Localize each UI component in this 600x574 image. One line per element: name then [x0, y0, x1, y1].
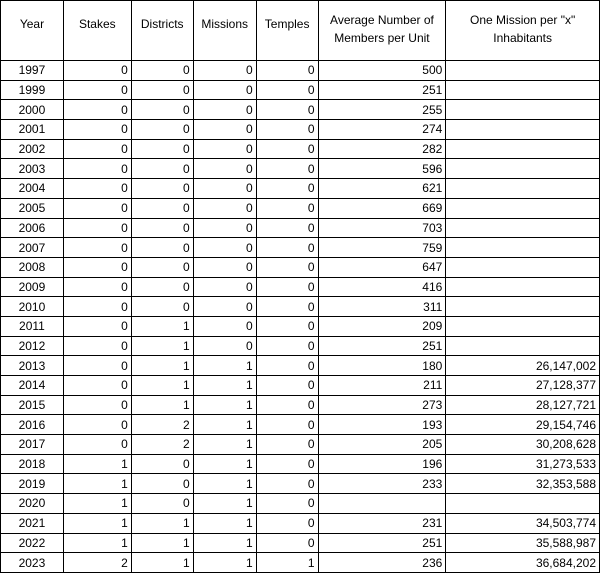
cell-stakes: 0: [63, 435, 131, 455]
cell-missions: 0: [193, 120, 256, 140]
table-row: [1, 100, 600, 120]
cell-mission-per-inhabitants: [446, 179, 600, 199]
cell-average-members: 209: [318, 316, 446, 336]
cell-stakes: 0: [63, 218, 131, 238]
cell-year: 2003: [1, 159, 64, 179]
cell-mission-per-inhabitants: [446, 277, 600, 297]
cell-districts: 0: [131, 454, 193, 474]
cell-stakes: 0: [63, 139, 131, 159]
cell-stakes: 0: [63, 415, 131, 435]
cell-districts: 0: [131, 257, 193, 277]
column-header-mission-per-inhabitants: One Mission per "x" Inhabitants: [446, 1, 600, 61]
cell-average-members: 205: [318, 435, 446, 455]
cell-missions: 0: [193, 277, 256, 297]
cell-temples: 0: [256, 435, 318, 455]
cell-average-members: 193: [318, 415, 446, 435]
cell-average-members: [318, 494, 446, 514]
cell-districts: 0: [131, 198, 193, 218]
cell-average-members: 236: [318, 553, 446, 573]
cell-year: 2006: [1, 218, 64, 238]
column-header-missions: Missions: [193, 1, 256, 61]
table-row: [1, 257, 600, 277]
cell-mission-per-inhabitants: 28,127,721: [446, 395, 600, 415]
cell-stakes: 0: [63, 376, 131, 396]
cell-average-members: 233: [318, 474, 446, 494]
cell-districts: 2: [131, 415, 193, 435]
cell-districts: 1: [131, 316, 193, 336]
cell-mission-per-inhabitants: 30,208,628: [446, 435, 600, 455]
cell-average-members: 196: [318, 454, 446, 474]
cell-year: 1997: [1, 61, 64, 81]
cell-temples: 0: [256, 139, 318, 159]
header-row: [1, 1, 600, 61]
cell-temples: 0: [256, 395, 318, 415]
cell-average-members: 759: [318, 238, 446, 258]
cell-mission-per-inhabitants: [446, 257, 600, 277]
table-row: [1, 198, 600, 218]
cell-mission-per-inhabitants: 31,273,533: [446, 454, 600, 474]
cell-missions: 0: [193, 100, 256, 120]
cell-temples: 0: [256, 159, 318, 179]
cell-average-members: 251: [318, 533, 446, 553]
table-row: [1, 533, 600, 553]
cell-temples: 0: [256, 277, 318, 297]
cell-year: 2002: [1, 139, 64, 159]
table-row: [1, 120, 600, 140]
column-header-districts: Districts: [131, 1, 193, 61]
cell-districts: 0: [131, 179, 193, 199]
cell-average-members: 180: [318, 356, 446, 376]
cell-temples: 0: [256, 238, 318, 258]
table-row: [1, 336, 600, 356]
table-row: [1, 494, 600, 514]
cell-temples: 0: [256, 120, 318, 140]
cell-year: 2001: [1, 120, 64, 140]
cell-districts: 0: [131, 494, 193, 514]
table-row: [1, 454, 600, 474]
cell-stakes: 0: [63, 395, 131, 415]
cell-districts: 2: [131, 435, 193, 455]
cell-mission-per-inhabitants: 26,147,002: [446, 356, 600, 376]
cell-year: 2009: [1, 277, 64, 297]
column-header-temples: Temples: [256, 1, 318, 61]
cell-districts: 0: [131, 238, 193, 258]
cell-missions: 0: [193, 61, 256, 81]
cell-average-members: 251: [318, 336, 446, 356]
cell-mission-per-inhabitants: [446, 494, 600, 514]
cell-year: 2019: [1, 474, 64, 494]
cell-average-members: 231: [318, 513, 446, 533]
table-row: [1, 80, 600, 100]
cell-stakes: 1: [63, 494, 131, 514]
cell-temples: 1: [256, 553, 318, 573]
cell-stakes: 0: [63, 336, 131, 356]
cell-stakes: 0: [63, 277, 131, 297]
table-row: [1, 395, 600, 415]
cell-mission-per-inhabitants: [446, 198, 600, 218]
cell-missions: 0: [193, 159, 256, 179]
cell-mission-per-inhabitants: [446, 80, 600, 100]
cell-temples: 0: [256, 297, 318, 317]
cell-stakes: 0: [63, 159, 131, 179]
cell-year: 2005: [1, 198, 64, 218]
cell-missions: 1: [193, 395, 256, 415]
table-row: [1, 61, 600, 81]
cell-average-members: 211: [318, 376, 446, 396]
cell-stakes: 0: [63, 61, 131, 81]
cell-temples: 0: [256, 218, 318, 238]
cell-average-members: 416: [318, 277, 446, 297]
cell-missions: 1: [193, 454, 256, 474]
cell-districts: 1: [131, 356, 193, 376]
cell-temples: 0: [256, 356, 318, 376]
cell-districts: 0: [131, 100, 193, 120]
cell-average-members: 703: [318, 218, 446, 238]
table-row: [1, 415, 600, 435]
cell-missions: 1: [193, 533, 256, 553]
cell-temples: 0: [256, 336, 318, 356]
cell-mission-per-inhabitants: [446, 218, 600, 238]
cell-temples: 0: [256, 533, 318, 553]
cell-stakes: 0: [63, 356, 131, 376]
cell-mission-per-inhabitants: [446, 297, 600, 317]
cell-year: 2021: [1, 513, 64, 533]
cell-year: 2007: [1, 238, 64, 258]
cell-missions: 0: [193, 316, 256, 336]
cell-average-members: 647: [318, 257, 446, 277]
cell-year: 2010: [1, 297, 64, 317]
cell-missions: 1: [193, 376, 256, 396]
cell-year: 2020: [1, 494, 64, 514]
cell-year: 2023: [1, 553, 64, 573]
cell-districts: 1: [131, 336, 193, 356]
cell-missions: 1: [193, 356, 256, 376]
cell-mission-per-inhabitants: [446, 159, 600, 179]
cell-year: 2015: [1, 395, 64, 415]
cell-average-members: 311: [318, 297, 446, 317]
table-row: [1, 474, 600, 494]
cell-mission-per-inhabitants: 32,353,588: [446, 474, 600, 494]
cell-average-members: 255: [318, 100, 446, 120]
cell-temples: 0: [256, 179, 318, 199]
cell-temples: 0: [256, 513, 318, 533]
cell-districts: 0: [131, 474, 193, 494]
cell-average-members: 273: [318, 395, 446, 415]
table-row: [1, 513, 600, 533]
cell-average-members: 251: [318, 80, 446, 100]
cell-stakes: 1: [63, 474, 131, 494]
cell-stakes: 0: [63, 257, 131, 277]
column-header-year: Year: [1, 1, 64, 61]
cell-districts: 1: [131, 395, 193, 415]
table-row: [1, 218, 600, 238]
cell-stakes: 1: [63, 513, 131, 533]
cell-missions: 1: [193, 513, 256, 533]
cell-year: 2022: [1, 533, 64, 553]
cell-districts: 0: [131, 80, 193, 100]
table-row: [1, 159, 600, 179]
cell-temples: 0: [256, 376, 318, 396]
cell-temples: 0: [256, 257, 318, 277]
column-header-average-members: Average Number of Members per Unit: [318, 1, 446, 61]
cell-average-members: 274: [318, 120, 446, 140]
cell-missions: 0: [193, 238, 256, 258]
cell-stakes: 0: [63, 120, 131, 140]
table-row: [1, 179, 600, 199]
cell-temples: 0: [256, 494, 318, 514]
cell-stakes: 0: [63, 80, 131, 100]
cell-districts: 1: [131, 553, 193, 573]
cell-average-members: 621: [318, 179, 446, 199]
cell-districts: 0: [131, 61, 193, 81]
cell-stakes: 0: [63, 316, 131, 336]
cell-mission-per-inhabitants: [446, 61, 600, 81]
cell-districts: 0: [131, 218, 193, 238]
cell-missions: 1: [193, 553, 256, 573]
cell-temples: 0: [256, 454, 318, 474]
cell-missions: 0: [193, 218, 256, 238]
cell-year: 2008: [1, 257, 64, 277]
cell-average-members: 282: [318, 139, 446, 159]
cell-mission-per-inhabitants: [446, 336, 600, 356]
cell-districts: 0: [131, 120, 193, 140]
cell-mission-per-inhabitants: [446, 139, 600, 159]
cell-mission-per-inhabitants: [446, 316, 600, 336]
cell-stakes: 1: [63, 533, 131, 553]
cell-missions: 1: [193, 415, 256, 435]
table-row: [1, 277, 600, 297]
table-body: [1, 61, 600, 573]
cell-districts: 0: [131, 277, 193, 297]
cell-year: 2014: [1, 376, 64, 396]
cell-districts: 1: [131, 533, 193, 553]
table-row: [1, 316, 600, 336]
cell-year: 2004: [1, 179, 64, 199]
cell-year: 2017: [1, 435, 64, 455]
table-row: [1, 376, 600, 396]
cell-year: 2018: [1, 454, 64, 474]
cell-year: 2013: [1, 356, 64, 376]
cell-missions: 0: [193, 336, 256, 356]
cell-temples: 0: [256, 415, 318, 435]
cell-missions: 0: [193, 257, 256, 277]
cell-missions: 1: [193, 494, 256, 514]
cell-temples: 0: [256, 474, 318, 494]
cell-year: 2016: [1, 415, 64, 435]
cell-year: 1999: [1, 80, 64, 100]
cell-mission-per-inhabitants: [446, 100, 600, 120]
cell-mission-per-inhabitants: [446, 238, 600, 258]
cell-temples: 0: [256, 316, 318, 336]
cell-year: 2012: [1, 336, 64, 356]
cell-districts: 1: [131, 376, 193, 396]
cell-districts: 0: [131, 297, 193, 317]
cell-missions: 0: [193, 297, 256, 317]
table-row: [1, 297, 600, 317]
cell-stakes: 0: [63, 198, 131, 218]
column-header-stakes: Stakes: [63, 1, 131, 61]
cell-mission-per-inhabitants: 34,503,774: [446, 513, 600, 533]
cell-stakes: 2: [63, 553, 131, 573]
cell-year: 2000: [1, 100, 64, 120]
cell-mission-per-inhabitants: [446, 120, 600, 140]
cell-mission-per-inhabitants: 27,128,377: [446, 376, 600, 396]
cell-missions: 0: [193, 139, 256, 159]
cell-missions: 0: [193, 80, 256, 100]
cell-average-members: 500: [318, 61, 446, 81]
table-row: [1, 356, 600, 376]
cell-average-members: 669: [318, 198, 446, 218]
cell-average-members: 596: [318, 159, 446, 179]
cell-stakes: 0: [63, 100, 131, 120]
cell-temples: 0: [256, 61, 318, 81]
cell-mission-per-inhabitants: 29,154,746: [446, 415, 600, 435]
cell-missions: 1: [193, 435, 256, 455]
cell-districts: 1: [131, 513, 193, 533]
cell-stakes: 0: [63, 179, 131, 199]
cell-temples: 0: [256, 198, 318, 218]
table-row: [1, 238, 600, 258]
cell-temples: 0: [256, 100, 318, 120]
table-row: [1, 139, 600, 159]
cell-missions: 0: [193, 198, 256, 218]
table-row: [1, 435, 600, 455]
cell-mission-per-inhabitants: 36,684,202: [446, 553, 600, 573]
cell-temples: 0: [256, 80, 318, 100]
cell-stakes: 0: [63, 297, 131, 317]
cell-districts: 0: [131, 139, 193, 159]
cell-districts: 0: [131, 159, 193, 179]
table-row: [1, 553, 600, 573]
cell-stakes: 1: [63, 454, 131, 474]
cell-year: 2011: [1, 316, 64, 336]
cell-stakes: 0: [63, 238, 131, 258]
cell-mission-per-inhabitants: 35,588,987: [446, 533, 600, 553]
cell-missions: 0: [193, 179, 256, 199]
cell-missions: 1: [193, 474, 256, 494]
